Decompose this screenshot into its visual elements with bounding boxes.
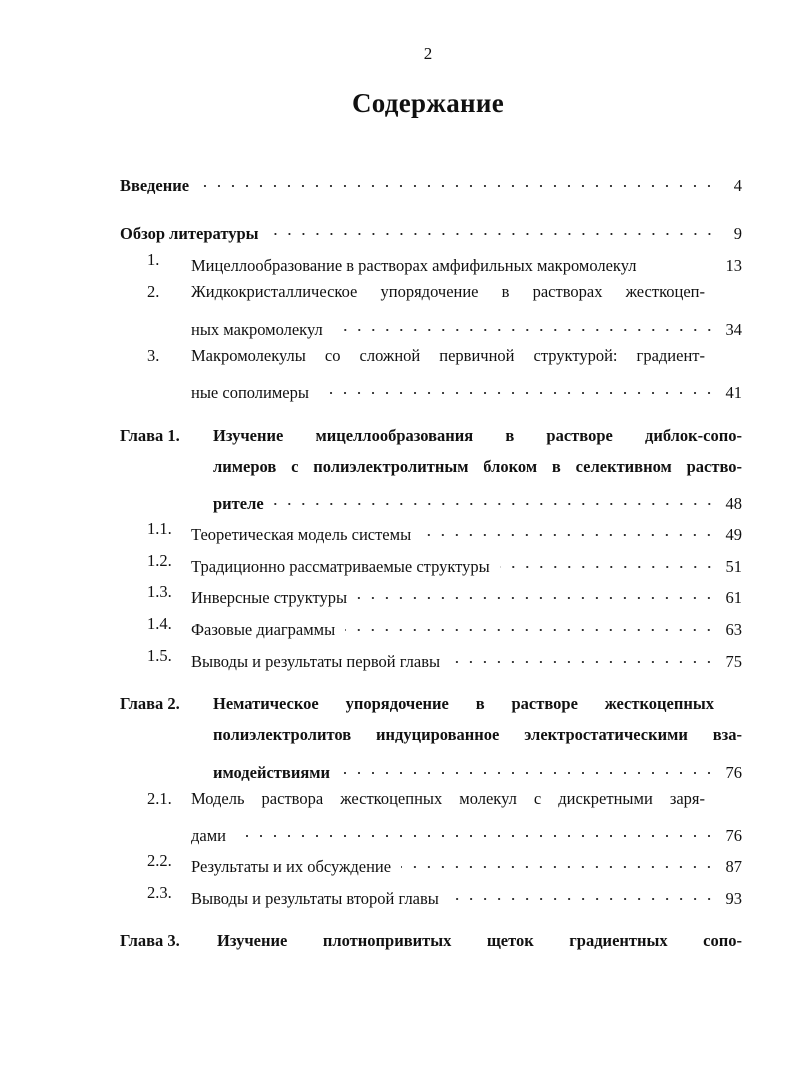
toc-entry-label: Выводы и результаты первой главы: [191, 652, 441, 671]
dot-leader: [340, 756, 716, 778]
section-number: 2.3.: [147, 883, 172, 902]
page-number: 2: [423, 44, 433, 63]
section-number: 1.3.: [147, 582, 172, 601]
toc-entry-chapter-2-cont[interactable]: [120, 724, 742, 746]
dot-leader: [319, 376, 716, 398]
chapter-title: Изучение плотнопривитых щеток градиентных сопо-: [217, 931, 742, 950]
toc-page-number: 9: [733, 224, 742, 243]
section-number: 2.2.: [147, 851, 172, 870]
toc-entry-chapter-2[interactable]: [120, 693, 742, 715]
toc-page-number: 63: [725, 620, 742, 639]
toc-page-number: 41: [725, 383, 742, 402]
chapter-number: Глава 3.: [120, 931, 180, 950]
toc-entry-2-1-cont[interactable]: [120, 819, 742, 845]
dot-leader: [345, 613, 716, 635]
dot-leader: [421, 518, 716, 540]
toc-page-number: 51: [725, 557, 742, 576]
chapter-title: лимеров с полиэлектролитным блоком в селективном раство-: [213, 457, 742, 476]
dot-leader: [357, 581, 716, 603]
toc-page-number: 76: [725, 826, 742, 845]
toc-entry-review-1[interactable]: [120, 249, 742, 275]
chapter-title: рителе: [213, 494, 264, 513]
chapter-number: Глава 2.: [120, 694, 180, 713]
toc-entry-label: Модель раствора жесткоцепных молекул с дискретными заря-: [191, 789, 705, 808]
toc-entry-label: Фазовые диаграммы: [191, 620, 336, 639]
toc-page-number: 93: [725, 889, 742, 908]
dot-leader: [269, 217, 716, 239]
toc-entry-chapter-1[interactable]: [120, 425, 742, 447]
toc-entry-chapter-2-cont[interactable]: [120, 756, 742, 782]
toc-entry-2-1[interactable]: [120, 788, 742, 810]
toc-page-number: 13: [725, 256, 742, 275]
toc-entry-2-3[interactable]: [120, 882, 742, 908]
toc-page-number: 4: [733, 176, 742, 195]
dot-leader: [500, 550, 716, 572]
toc-page-number: 34: [725, 320, 742, 339]
toc-entry-label: Традиционно рассматриваемые структуры: [191, 557, 490, 576]
chapter-title: имодействиями: [213, 763, 330, 782]
toc-entry-label: Выводы и результаты второй главы: [191, 889, 439, 908]
toc-entry-review-3-cont[interactable]: [120, 376, 742, 402]
section-number: 2.1.: [147, 789, 172, 808]
toc-entry-review-2-cont[interactable]: [120, 313, 742, 339]
toc-entry-1-5[interactable]: [120, 645, 742, 671]
toc-entry-label: Обзор литературы: [120, 224, 259, 243]
dot-leader: [236, 819, 716, 841]
toc-entry-review[interactable]: [120, 217, 742, 243]
toc-entry-2-2[interactable]: [120, 850, 742, 876]
toc-page-number: 87: [725, 857, 742, 876]
toc-entry-label: ных макромолекул: [191, 320, 323, 339]
section-number: 2.: [147, 282, 160, 301]
toc-entry-1-3[interactable]: [120, 581, 742, 607]
dot-leader: [450, 645, 716, 667]
toc-entry-1-1[interactable]: [120, 518, 742, 544]
toc-entry-label: Инверсные структуры: [191, 588, 348, 607]
chapter-title: Изучение мицеллообразования в растворе диблок-сопо-: [213, 426, 742, 445]
section-number: 1.1.: [147, 519, 172, 538]
toc-entry-review-3[interactable]: [120, 345, 742, 367]
toc-entry-label: Макромолекулы со сложной первичной структурой: градиент-: [191, 346, 705, 365]
toc-page-number: 75: [725, 652, 742, 671]
toc-entry-label: Результаты и их обсуждение: [191, 857, 392, 876]
toc-entry-chapter-1-cont[interactable]: [120, 487, 742, 513]
section-number: 1.: [147, 250, 160, 269]
toc-page-number: 76: [725, 763, 742, 782]
chapter-title: Нематическое упорядочение в растворе жесткоцепных: [213, 694, 714, 713]
page-title: Содержание: [351, 88, 505, 118]
toc-page-number: 61: [725, 588, 742, 607]
dot-leader: [199, 169, 716, 191]
dot-leader: [449, 882, 716, 904]
chapter-title: полиэлектролитов индуцированное электростатическими вза-: [213, 725, 742, 744]
toc-entry-label: ные сополимеры: [191, 383, 309, 402]
toc-entry-1-4[interactable]: [120, 613, 742, 639]
toc-entry-label: Мицеллообразование в растворах амфифильных макромолекул: [191, 256, 637, 275]
toc-entry-review-2[interactable]: [120, 281, 742, 303]
dot-leader: [401, 850, 716, 872]
toc-entry-label: Жидкокристаллическое упорядочение в растворах жесткоцеп-: [191, 282, 705, 301]
dot-leader: [274, 487, 716, 509]
toc-entry-label: Теоретическая модель системы: [191, 525, 412, 544]
section-number: 1.5.: [147, 646, 172, 665]
chapter-number: Глава 1.: [120, 426, 180, 445]
toc-entry-label: Введение: [120, 176, 190, 195]
toc-entry-chapter-3[interactable]: [120, 930, 742, 952]
section-number: 1.4.: [147, 614, 172, 633]
toc-entry-intro[interactable]: [120, 169, 742, 195]
section-number: 3.: [147, 346, 160, 365]
toc-entry-chapter-1-cont[interactable]: [120, 456, 742, 478]
toc-page-number: 48: [725, 494, 742, 513]
dot-leader: [333, 313, 716, 335]
toc-page-number: 49: [725, 525, 742, 544]
section-number: 1.2.: [147, 551, 172, 570]
toc-entry-1-2[interactable]: [120, 550, 742, 576]
toc-entry-label: дами: [191, 826, 226, 845]
